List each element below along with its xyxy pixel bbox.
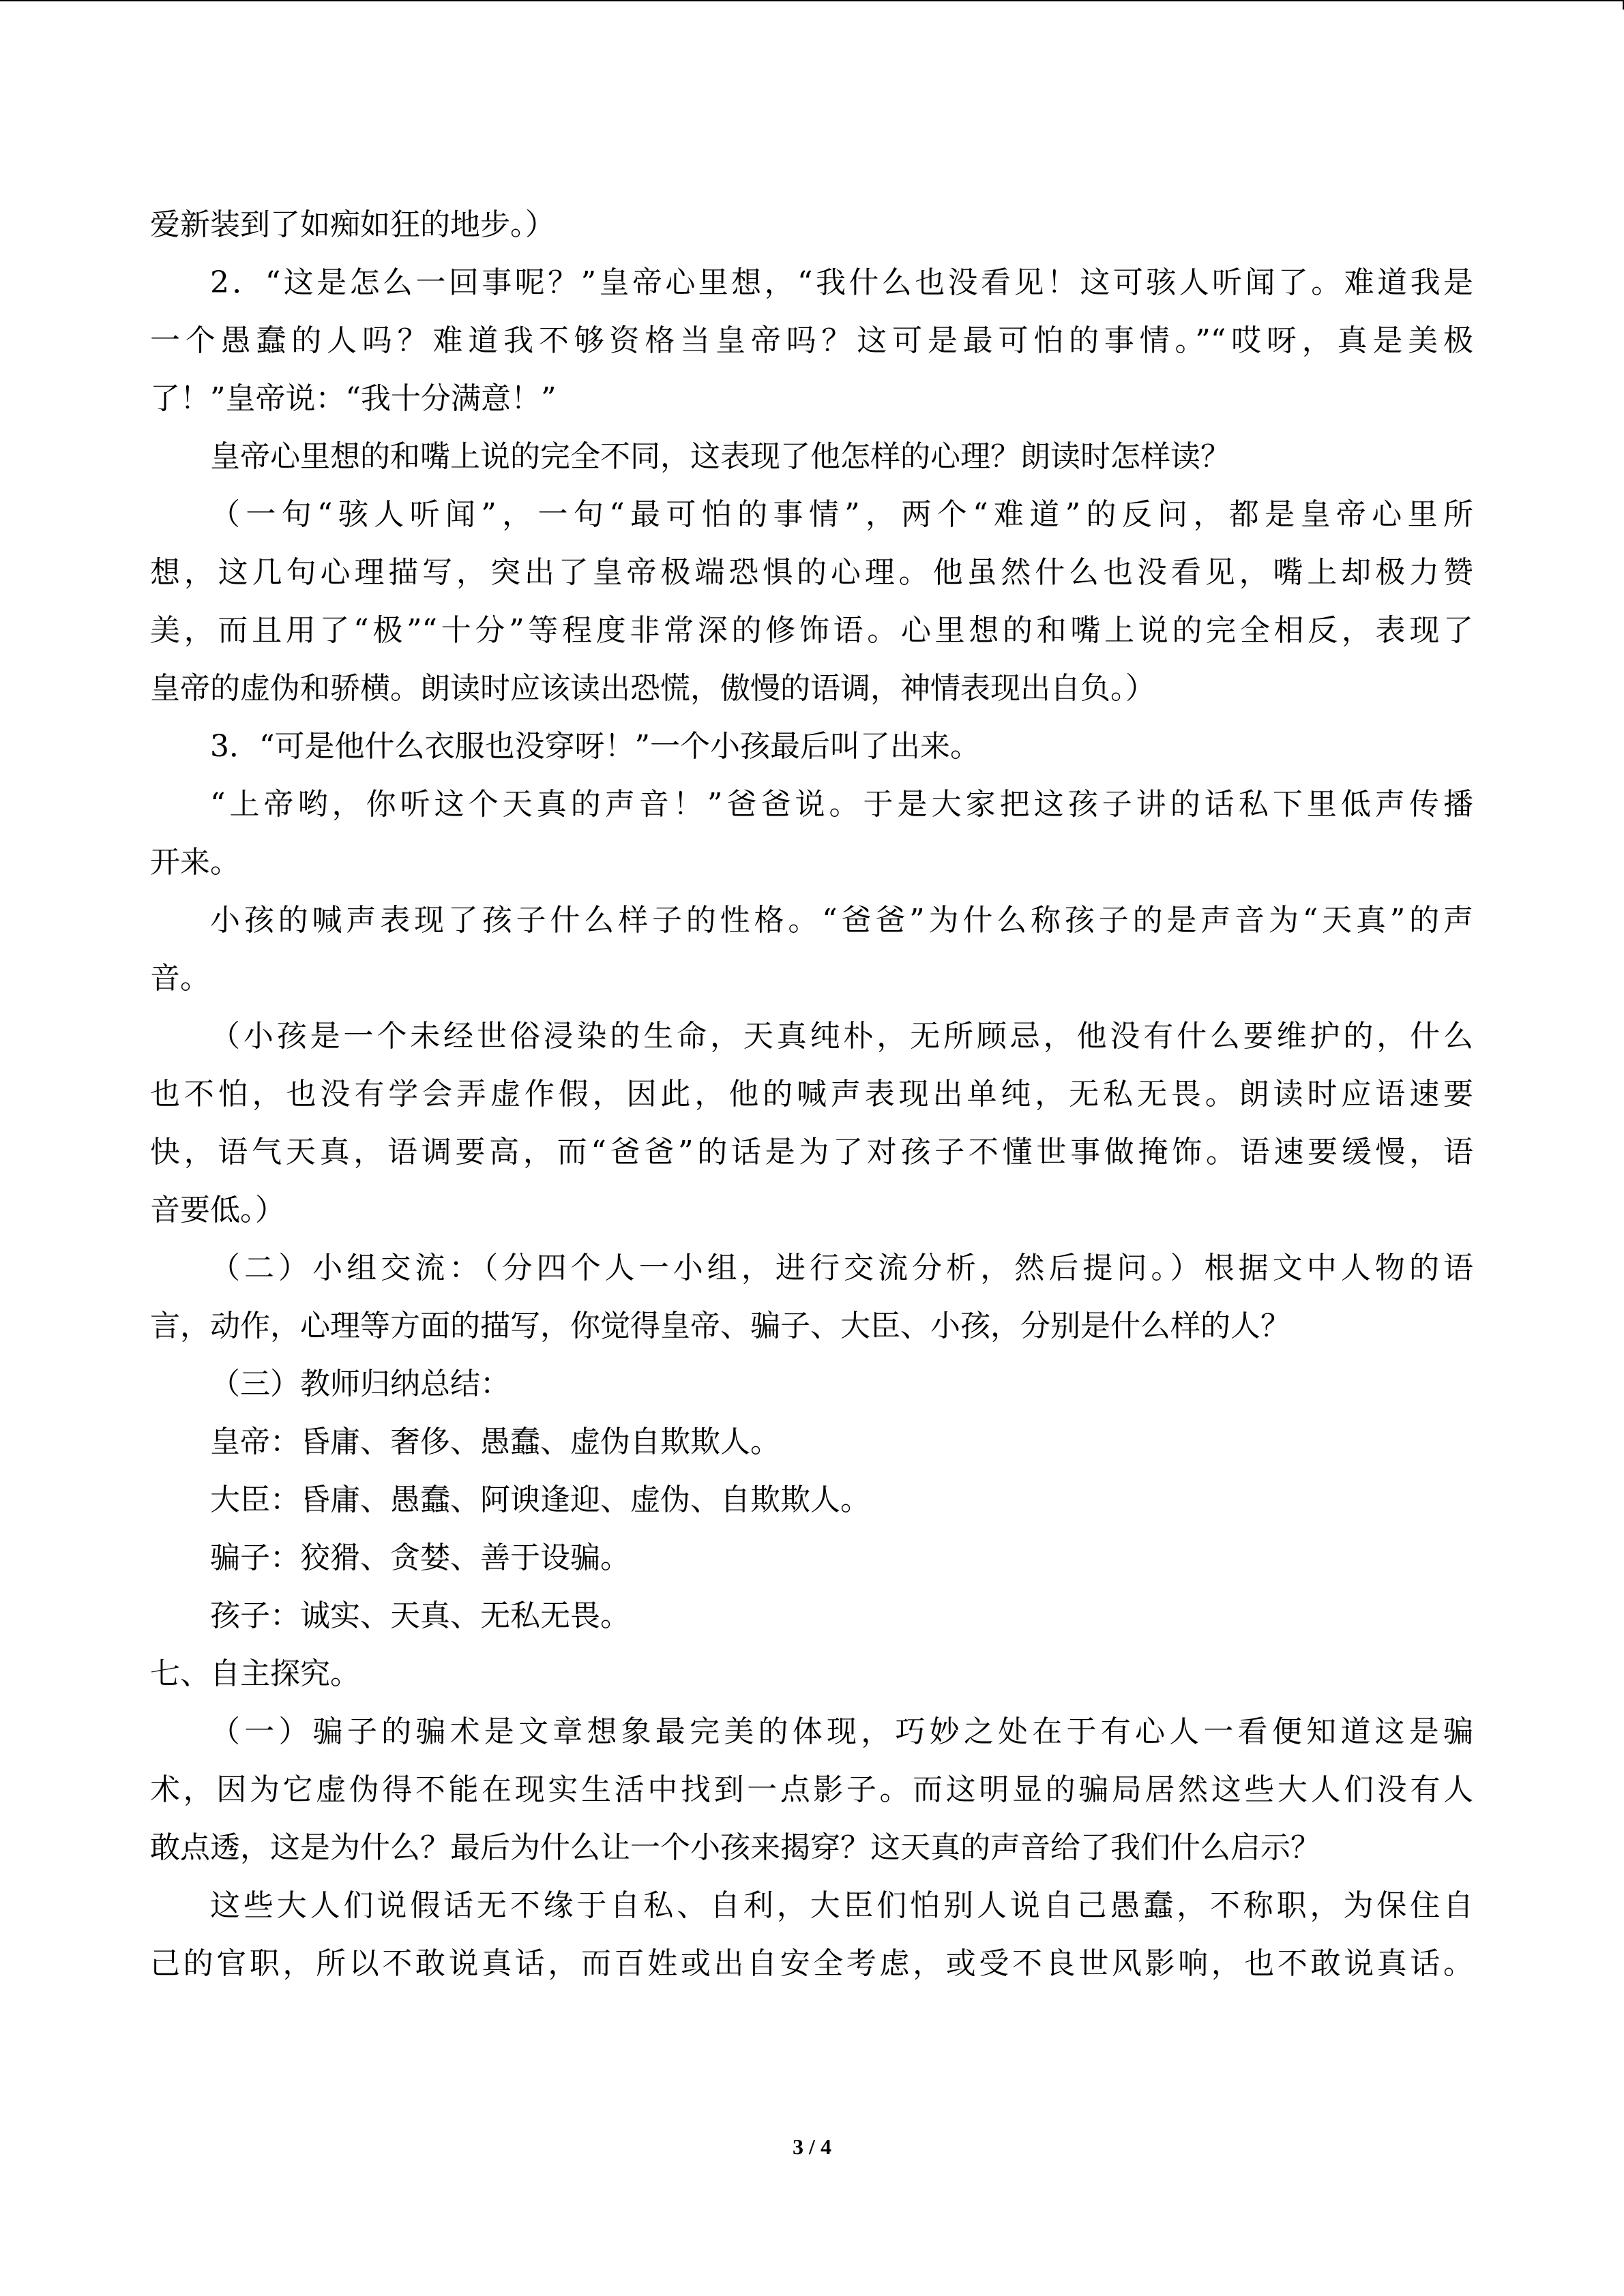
text-line: 开来。 xyxy=(150,845,240,880)
text-line: （二）小组交流：（分四个人一小组，进行交流分析，然后提问。）根据文中人物的语 xyxy=(210,1251,1473,1285)
text-line: 一个愚蠢的人吗？难道我不够资格当皇帝吗？这可是最可怕的事情。”“哎呀，真是美极 xyxy=(150,323,1473,358)
text-line: “上帝哟，你听这个天真的声音！”爸爸说。于是大家把这孩子讲的话私下里低声传播 xyxy=(210,787,1473,822)
question-line: 小孩的喊声表现了孩子什么样子的性格。“爸爸”为什么称孩子的是声音为“天真”的声 xyxy=(210,903,1473,938)
text-line: 3．“可是他什么衣服也没穿呀！”一个小孩最后叫了出来。 xyxy=(210,729,980,764)
top-border-line xyxy=(0,0,1624,1)
text-line: 音。 xyxy=(150,961,210,996)
text-line: 己的官职，所以不敢说真话，而百姓或出自安全考虑，或受不良世风影响，也不敢说真话。 xyxy=(150,1946,1473,1981)
text-line: （一句“骇人听闻”，一句“最可怕的事情”，两个“难道”的反问，都是皇帝心里所 xyxy=(210,497,1473,532)
list-item: 孩子：诚实、天真、无私无畏。 xyxy=(210,1598,630,1633)
list-item: 骗子：狡猾、贪婪、善于设骗。 xyxy=(210,1540,630,1575)
page-number: 3 / 4 xyxy=(793,2134,831,2159)
text-line: 爱新装到了如痴如狂的地步。） xyxy=(150,207,555,242)
text-line: 言，动作，心理等方面的描写，你觉得皇帝、骗子、大臣、小孩，分别是什么样的人？ xyxy=(150,1309,1290,1343)
text-line: 皇帝的虚伪和骄横。朗读时应该读出恐慌，傲慢的语调，神情表现出自负。） xyxy=(150,671,1155,706)
text-line: 术，因为它虚伪得不能在现实生活中找到一点影子。而这明显的骗局居然这些大人们没有人 xyxy=(150,1772,1473,1807)
text-line: （一）骗子的骗术是文章想象最完美的体现，巧妙之处在于有心人一看便知道这是骗 xyxy=(210,1714,1473,1749)
section-heading: （三）教师归纳总结： xyxy=(210,1367,510,1401)
list-item: 大臣：昏庸、愚蠢、阿谀逢迎、虚伪、自欺欺人。 xyxy=(210,1482,870,1517)
text-line: 想，这几句心理描写，突出了皇帝极端恐惧的心理。他虽然什么也没看见，嘴上却极力赞 xyxy=(150,555,1473,590)
text-line: 美，而且用了“极”“十分”等程度非常深的修饰语。心里想的和嘴上说的完全相反，表现了 xyxy=(150,613,1473,648)
list-item: 皇帝：昏庸、奢侈、愚蠢、虚伪自欺欺人。 xyxy=(210,1425,780,1459)
text-line: 了！”皇帝说：“我十分满意！” xyxy=(150,381,557,416)
text-line: 敢点透，这是为什么？最后为什么让一个小孩来揭穿？这天真的声音给了我们什么启示？ xyxy=(150,1830,1320,1865)
text-line: 2．“这是怎么一回事呢？”皇帝心里想，“我什么也没看见！这可骇人听闻了。难道我是 xyxy=(210,265,1473,300)
text-line: 这些大人们说假话无不缘于自私、自利，大臣们怕别人说自己愚蠢，不称职，为保住自 xyxy=(210,1888,1473,1923)
question-line: 皇帝心里想的和嘴上说的完全不同，这表现了他怎样的心理？朗读时怎样读？ xyxy=(210,439,1230,474)
text-line: 音要低。） xyxy=(150,1193,285,1227)
text-line: 也不怕，也没有学会弄虚作假，因此，他的喊声表现出单纯，无私无畏。朗读时应语速要 xyxy=(150,1077,1473,1112)
text-line: （小孩是一个未经世俗浸染的生命，天真纯朴，无所顾忌，他没有什么要维护的，什么 xyxy=(210,1019,1473,1054)
text-line: 快，语气天真，语调要高，而“爸爸”的话是为了对孩子不懂世事做掩饰。语速要缓慢，语 xyxy=(150,1135,1473,1169)
section-heading: 七、自主探究。 xyxy=(150,1656,360,1691)
